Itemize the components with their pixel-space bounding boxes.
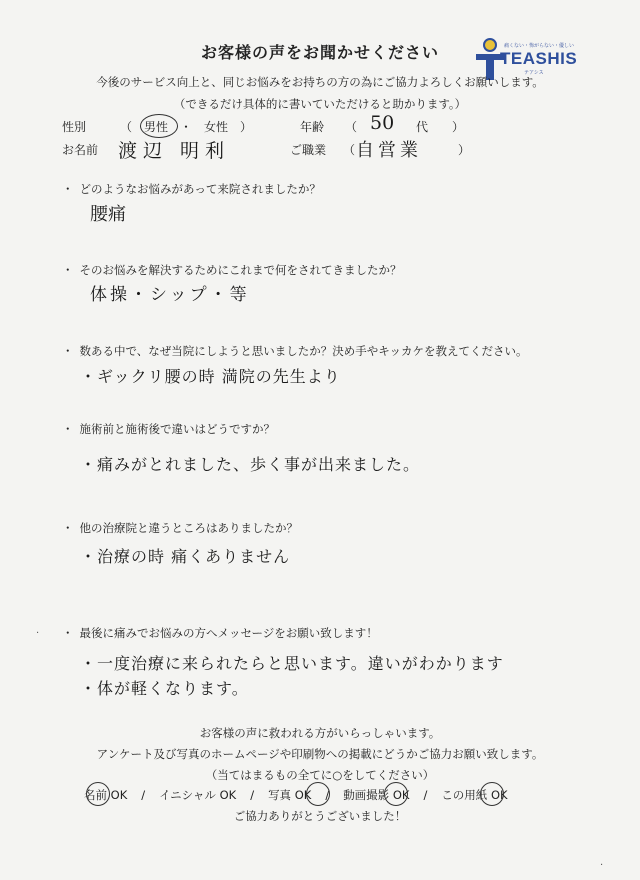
answer-4: ・痛みがとれました、歩く事が出来ました。 [80,455,421,474]
question-text: そのお悩みを解決するためにこれまで何をされてきましたか？ [79,263,402,277]
question-5 [62,520,298,536]
gender-label: 性別 [62,120,87,134]
intro-line-1: 今後のサービス向上と、同じお悩みをお持ちの方の為にご協力よろしくお願いします。 [96,75,544,89]
answer-6-line-2: ・体が軽くなります。 [80,679,249,698]
question-text: 他の治療院と違うところはありましたか？ [79,521,298,535]
question-1 [62,181,321,197]
footer-line-3: （当てはまるもの全てに○をしてください） [205,768,435,782]
question-3 [62,343,528,359]
intro-line-2: （できるだけ具体的に書いていただけると助かります。） [173,97,467,111]
age-close-paren: ） [452,120,465,134]
logo-name: TEASHIS [500,49,578,68]
photo-ok-circle [306,782,330,806]
footer-line-1: お客様の声に救われる方がいらっしゃいます。 [199,726,441,740]
answer-5: ・治療の時 痛くありません [80,547,291,566]
consent-option-photo[interactable]: 写真 OK [268,788,312,802]
age-value: 50 [370,112,395,134]
consent-option-video[interactable]: 動画撮影 OK [343,788,410,802]
question-text: 最後に痛みでお悩みの方へメッセージをお願い致します！ [79,626,378,640]
question-text: 施術前と施術後で違いはどうですか？ [79,422,275,436]
gender-options: （ 男性 ・ 女性 ） [120,120,253,134]
answer-3: ・ギックリ腰の時 満院の先生より [80,367,341,386]
option-separator: / [423,788,428,802]
logo-kana: テアシス [524,70,544,76]
job-value: 自営業 [356,140,422,161]
form-ok-circle [480,782,504,806]
closing-message: ご協力ありがとうございました！ [233,809,407,823]
consent-option-name[interactable]: 名前 OK [84,788,128,802]
age-unit: 代 [416,120,429,134]
question-bullet: ・ [62,344,74,358]
answer-2: 体操・シップ・等 [90,285,250,305]
age-label: 年齢 [300,120,325,134]
question-2 [62,262,402,278]
question-text: 数ある中で、なぜ当院にしようと思いましたか？決め手やキッカケを教えてください。 [79,344,528,358]
age-open-paren: （ [345,120,358,134]
question-bullet: ・ [62,263,74,277]
answer-1: 腰痛 [90,204,126,225]
option-separator: / [250,788,255,802]
question-bullet: ・ [62,422,74,436]
question-6 [62,625,378,641]
question-4 [62,421,275,437]
footer-line-2: アンケート及び写真のホームページや印刷物への掲載にどうかご協力お願い致します。 [96,747,544,761]
question-bullet: ・ [62,626,74,640]
question-bullet: ・ [62,521,74,535]
name-value: 渡辺 明利 [118,140,231,162]
option-separator: / [141,788,146,802]
answer-6-line-1: ・一度治療に来られたらと思います。違いがわかります [80,654,504,673]
scan-speck: · [600,860,604,871]
question-text: どのようなお悩みがあって来院されましたか？ [79,182,321,196]
consent-options [84,787,508,803]
consent-option-form[interactable]: この用紙 OK [441,788,508,802]
job-open-paren: （ [343,143,356,157]
job-close-paren: ） [458,143,471,157]
name-label: お名前 [62,143,99,157]
video-ok-circle [384,782,408,806]
page-title: お客様の声をお聞かせください [200,43,439,62]
gender-selection-circle [140,114,178,138]
logo-tagline: 痛くない・怖がらない・優しい [504,43,575,49]
scan-speck: · [36,628,40,639]
option-separator: / [325,788,330,802]
job-label: ご職業 [290,143,327,157]
consent-option-initials[interactable]: イニシャル OK [159,788,237,802]
name-ok-circle [86,782,110,806]
question-bullet: ・ [62,182,74,196]
